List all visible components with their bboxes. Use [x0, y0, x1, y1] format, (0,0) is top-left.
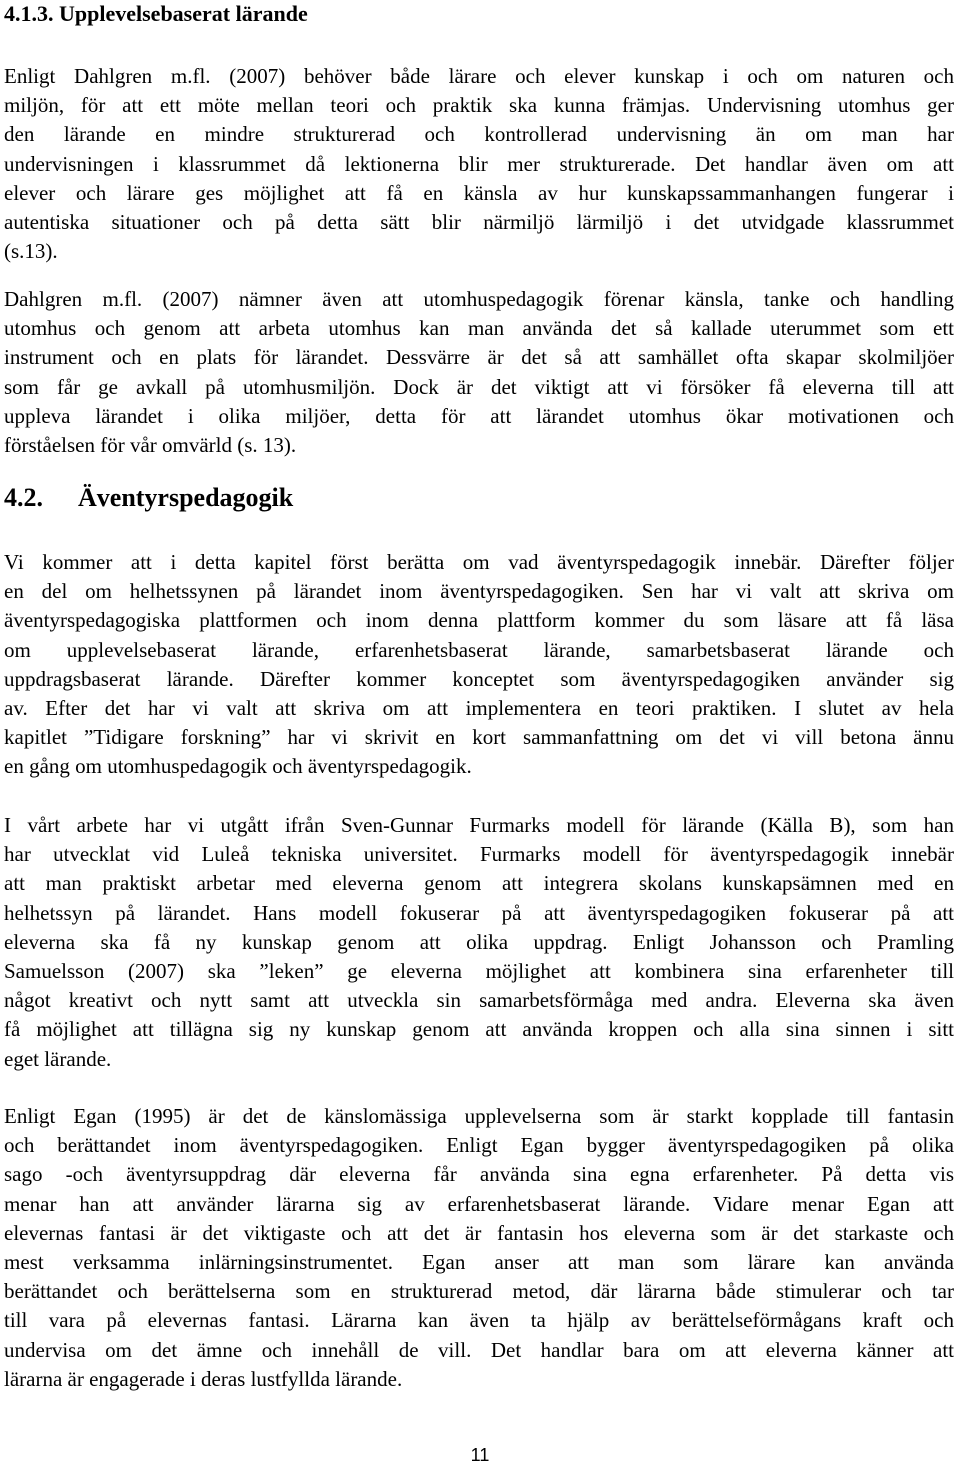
text-line: undervisningen i klassrummet då lektionerna blir mer strukturerade. Det handlar även om att: [4, 151, 954, 176]
text-line: eleverna ska få ny kunskap genom att olika uppdrag. Enligt Johansson och Pramling: [4, 929, 954, 954]
paragraph: [4, 62, 954, 266]
text-line: Vi kommer att i detta kapitel först berätta om vad äventyrspedagogik innebär. Därefter följer: [4, 550, 954, 574]
paragraph: [4, 285, 954, 460]
paragraph: [4, 811, 954, 1074]
paragraph: [4, 1102, 954, 1394]
text-line: har utvecklat vid Luleå tekniska universitet. Furmarks modell för äventyrspedagogik innebär: [4, 842, 954, 867]
text-line: utomhus och genom att arbeta utomhus kan man använda det så kallade uterummet som ett: [4, 316, 954, 341]
page-number: 11: [470, 1445, 490, 1465]
text-line: en del om helhetssynen på lärandet inom äventyrspedagogiken. Sen har vi valt att skriva om: [4, 579, 954, 604]
text-line: förståelsen för vår omvärld (s. 13).: [4, 433, 297, 458]
section-heading-4-2: [4, 482, 293, 514]
text-line: en gång om utomhuspedagogik och äventyrspedagogik.: [4, 754, 472, 779]
text-line: den lärande en mindre strukturerad och kontrollerad undervisning än om man har: [4, 122, 954, 147]
text-line: I vårt arbete har vi utgått ifrån Sven-Gunnar Furmarks modell för lärande (Källa B), som han: [4, 813, 954, 837]
text-line: (s.13).: [4, 239, 58, 264]
text-line: berättandet och berättelserna som en strukturerad metod, där lärarna både stimulerar och tar: [4, 1279, 954, 1304]
text-line: Enligt Egan (1995) är det de känslomässiga upplevelserna som är starkt kopplade till fantasin: [4, 1104, 954, 1128]
text-line: mest verksamma inlärningsinstrumentet. Egan anser att man som lärare kan använda: [4, 1250, 954, 1275]
text-line: undervisa om det ämne och innehåll de vill. Det handlar bara om att eleverna känner att: [4, 1337, 954, 1362]
text-line: något kreativt och nytt samt att utveckla sin samarbetsförmåga med andra. Eleverna ska även: [4, 988, 954, 1013]
text-line: kapitlet ”Tidigare forskning” har vi skrivit en kort sammanfattning om det vi vill betona ännu: [4, 725, 954, 750]
text-line: uppdragsbaserat lärande. Därefter kommer konceptet som äventyrspedagogiken använder sig: [4, 666, 954, 691]
text-line: eget lärande.: [4, 1046, 112, 1071]
text-line: att man praktiskt arbetar med eleverna genom att integrera skolans kunskapsämnen med en: [4, 871, 954, 896]
text-line: elever och lärare ges möjlighet att få en känsla av hur kunskapssammanhangen fungerar i: [4, 180, 954, 205]
text-line: till vara på elevernas fantasi. Lärarna kan även ta hjälp av berättelseförmågans kraft och: [4, 1308, 954, 1333]
text-line: uppleva lärandet i olika miljöer, detta för att lärandet utomhus ökar motivationen och: [4, 403, 954, 428]
text-line: menar han att använder lärarna sig av erfarenhetsbaserat lärande. Vidare menar Egan att: [4, 1191, 954, 1216]
text-line: av. Efter det har vi valt att skriva om att implementera en teori praktiken. I slutet av hela: [4, 696, 954, 721]
text-line: lärarna är engagerade i deras lustfyllda lärande.: [4, 1366, 403, 1391]
section-title: Äventyrspedagogik: [78, 483, 294, 512]
text-line: sago -och äventyrsuppdrag där eleverna får använda sina egna erfarenheter. På detta vis: [4, 1162, 954, 1187]
text-line: som får ge avkall på utomhusmiljön. Dock är det viktigt att vi försöker få eleverna till att: [4, 374, 954, 399]
text-line: Enligt Dahlgren m.fl. (2007) behöver både lärare och elever kunskap i och om naturen och: [4, 64, 954, 88]
text-line: elevernas fantasi är det viktigaste och att det är fantasin hos eleverna som är det starkaste och: [4, 1220, 954, 1245]
text-line: om upplevelsebaserat lärande, erfarenhetsbaserat lärande, samarbetsbaserat lärande och: [4, 637, 954, 662]
text-line: få möjlighet att tillägna sig ny kunskap genom att använda kroppen och alla sina sinnen i sitt: [4, 1017, 954, 1042]
section-heading-4-1-3: 4.1.3. Upplevelsebaserat lärande: [4, 1, 308, 26]
text-line: autentiska situationer och på detta sätt blir närmiljö lärmiljö i det utvidgade klassrummet: [4, 210, 954, 235]
paragraph: [4, 548, 954, 782]
text-line: miljön, för att ett möte mellan teori och praktik ska kunna främjas. Undervisning utomhus ger: [4, 93, 954, 118]
text-line: instrument och en plats för lärandet. Dessvärre är det så att samhället ofta skapar skolmiljöer: [4, 345, 954, 370]
text-line: och berättandet inom äventyrspedagogiken. Enligt Egan bygger äventyrspedagogiken på olika: [4, 1133, 954, 1158]
section-number: 4.2.: [4, 483, 43, 512]
text-line: äventyrspedagogiska plattformen och inom denna plattform kommer du som läsare att få läsa: [4, 608, 954, 633]
text-line: helhetssyn på lärandet. Hans modell fokuserar på att äventyrspedagogiken fokuserar på att: [4, 900, 954, 925]
text-line: Dahlgren m.fl. (2007) nämner även att utomhuspedagogik förenar känsla, tanke och handling: [4, 287, 954, 311]
text-line: Samuelsson (2007) ska ”leken” ge eleverna möjlighet att kombinera sina erfarenheter till: [4, 959, 954, 984]
